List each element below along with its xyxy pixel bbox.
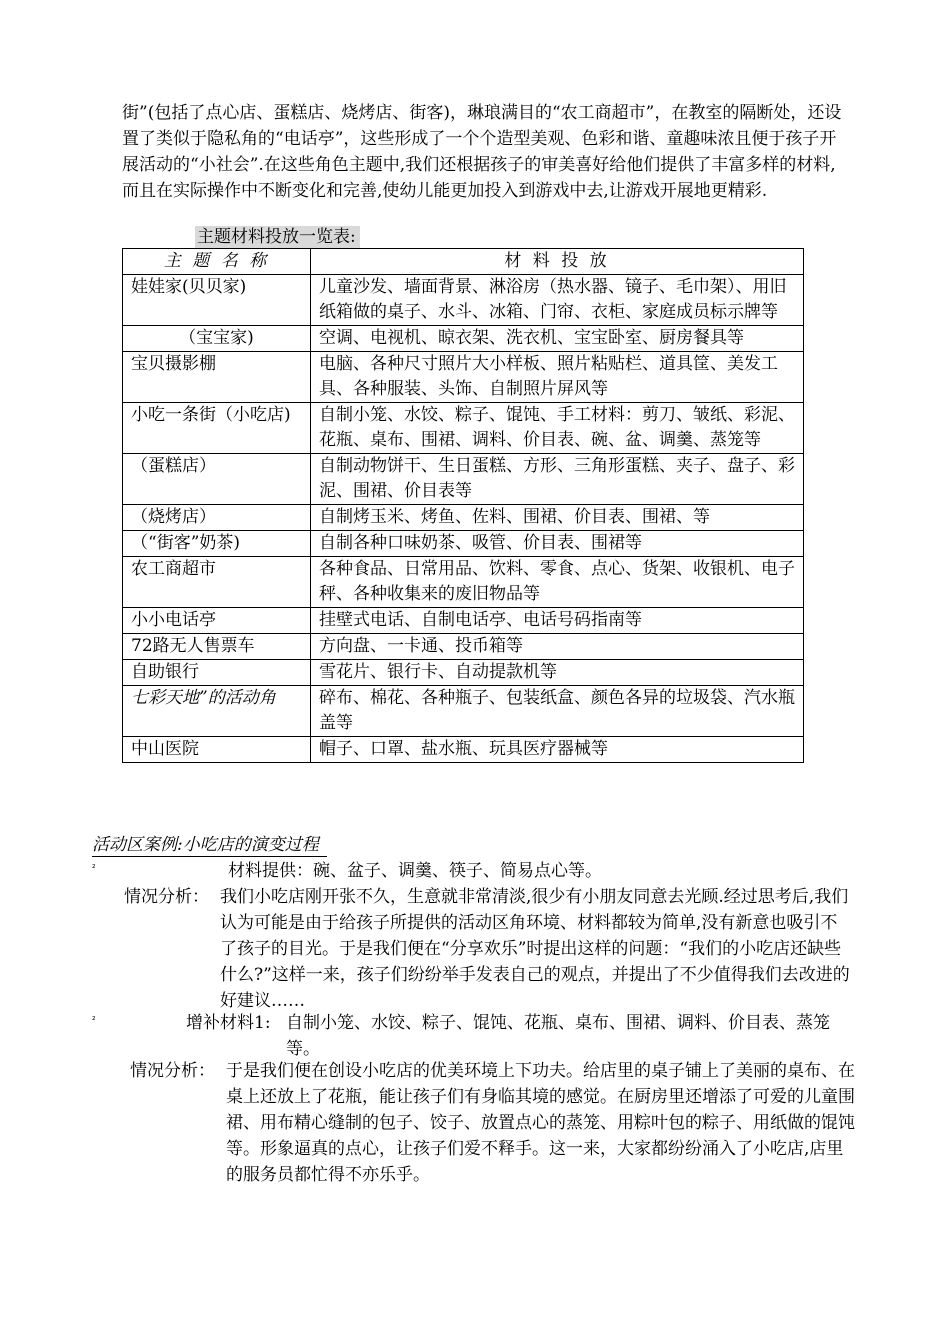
theme-name-cell: （宝宝家) (123, 326, 311, 352)
table-row (123, 352, 804, 403)
list-marker: ² (92, 1016, 96, 1026)
analysis-label: 情况分析： (124, 887, 209, 907)
table-row (123, 634, 804, 660)
table-row (123, 557, 804, 608)
section-title: 活动区案例:小吃店的演变过程 (92, 834, 327, 857)
table-row (123, 531, 804, 557)
materials-cell: 空调、电视机、晾衣架、洗衣机、宝宝卧室、厨房餐具等 (311, 326, 804, 352)
table-row (123, 686, 804, 737)
materials-provided: 材料提供：碗、盆子、调羹、筷子、简易点心等。 (228, 861, 602, 881)
supplement-label: 增补材料1: (186, 1013, 271, 1033)
table-row (123, 737, 804, 763)
theme-name-cell: 自助银行 (123, 660, 311, 686)
theme-name-cell: （蛋糕店） (123, 454, 311, 505)
analysis-block-1 (124, 884, 854, 1014)
materials-cell: 儿童沙发、墙面背景、淋浴房（热水器、镜子、毛巾架）、用旧纸箱做的桌子、水斗、冰箱、门帘、衣柜、家庭成员标示牌等 (311, 275, 804, 326)
theme-name-cell: 农工商超市 (123, 557, 311, 608)
intro-paragraph: 街”(包括了点心店、蛋糕店、烧烤店、街客)，琳琅满目的“农工商超市”，在教室的隔断处，还设置了类似于隐私角的“电话亭”，这些形成了一个个造型美观、色彩和谐、童趣味浓且便于孩子开展活动的“小社会”.在这些角色主题中,我们还根据孩子的审美喜好给他们提供了丰富多样的材料,而且在实际操作中不断变化和完善,使幼儿能更加投入到游戏中去,让游戏开展地更精彩. (122, 103, 842, 201)
theme-name-cell: 七彩天地”的活动角 (123, 686, 311, 737)
materials-cell: 雪花片、银行卡、自动提款机等 (311, 660, 804, 686)
table-row (123, 403, 804, 454)
theme-name-cell: 娃娃家(贝贝家) (123, 275, 311, 326)
theme-name-cell: 中山医院 (123, 737, 311, 763)
theme-name-cell: （烧烤店） (123, 505, 311, 531)
table-row (123, 454, 804, 505)
table-row (123, 326, 804, 352)
materials-cell: 自制烤玉米、烤鱼、佐料、围裙、价目表、围裙、等 (311, 505, 804, 531)
analysis-label: 情况分析： (130, 1061, 215, 1081)
analysis-block-2 (130, 1058, 860, 1188)
materials-table (122, 248, 804, 763)
materials-cell: 电脑、各种尺寸照片大小样板、照片粘贴栏、道具筐、美发工具、各种服装、头饰、自制照片屏风等 (311, 352, 804, 403)
materials-cell: 自制动物饼干、生日蛋糕、方形、三角形蛋糕、夹子、盘子、彩泥、围裙、价目表等 (311, 454, 804, 505)
header-theme-name: 主 题 名 称 (123, 249, 311, 275)
materials-cell: 挂壁式电话、自制电话亭、电话号码指南等 (311, 608, 804, 634)
table-row (123, 275, 804, 326)
theme-name-cell: 72路无人售票车 (123, 634, 311, 660)
theme-name-cell: 小小电话亭 (123, 608, 311, 634)
materials-cell: 自制各种口味奶茶、吸管、价目表、围裙等 (311, 531, 804, 557)
analysis-text: 于是我们便在创设小吃店的优美环境上下功夫。给店里的桌子铺上了美丽的桌布、在桌上还放上了花瓶，能让孩子们有身临其境的感觉。在厨房里还增添了可爱的儿童围裙、用布精心缝制的包子、饺子、放置点心的蒸笼、用粽叶包的粽子、用纸做的馄饨等。形象逼真的点心，让孩子们爱不释手。这一来，大家都纷纷涌入了小吃店,店里的服务员都忙得不亦乐乎。 (226, 1061, 855, 1185)
materials-cell: 各种食品、日常用品、饮料、零食、点心、货架、收银机、电子秤、各种收集来的废旧物品等 (311, 557, 804, 608)
theme-name-cell: （“街客”奶茶) (123, 531, 311, 557)
supplement-text: 自制小笼、水饺、粽子、馄饨、花瓶、桌布、围裙、调料、价目表、蒸笼等。 (286, 1013, 830, 1059)
list-marker: ² (92, 864, 96, 874)
analysis-text: 我们小吃店刚开张不久，生意就非常清淡,很少有小朋友同意去光顾.经过思考后,我们认为可能是由于给孩子所提供的活动区角环境、材料都较为简单,没有新意也吸引不了孩子的目光。于是我们便在“分享欢乐”时提出这样的问题：“我们的小吃店还缺些什么?”这样一来，孩子们纷纷举手发表自己的观点，并提出了不少值得我们去改进的好建议…… (220, 887, 850, 1011)
materials-cell: 方向盘、一卡通、投币箱等 (311, 634, 804, 660)
theme-name-cell: 宝贝摄影棚 (123, 352, 311, 403)
table-row (123, 505, 804, 531)
materials-cell: 帽子、口罩、盐水瓶、玩具医疗器械等 (311, 737, 804, 763)
table-row (123, 608, 804, 634)
header-materials: 材 料 投 放 (311, 249, 804, 275)
table-header-row (123, 249, 804, 275)
materials-cell: 自制小笼、水饺、粽子、馄饨、手工材料：剪刀、皱纸、彩泥、花瓶、桌布、围裙、调料、价目表、碗、盆、调羹、蒸笼等 (311, 403, 804, 454)
supplement-block (186, 1010, 856, 1062)
theme-name-cell: 小吃一条街（小吃店) (123, 403, 311, 454)
materials-cell: 碎布、棉花、各种瓶子、包装纸盒、颜色各异的垃圾袋、汽水瓶盖等 (311, 686, 804, 737)
table-caption: 主题材料投放一览表: (195, 226, 360, 248)
table-row (123, 660, 804, 686)
